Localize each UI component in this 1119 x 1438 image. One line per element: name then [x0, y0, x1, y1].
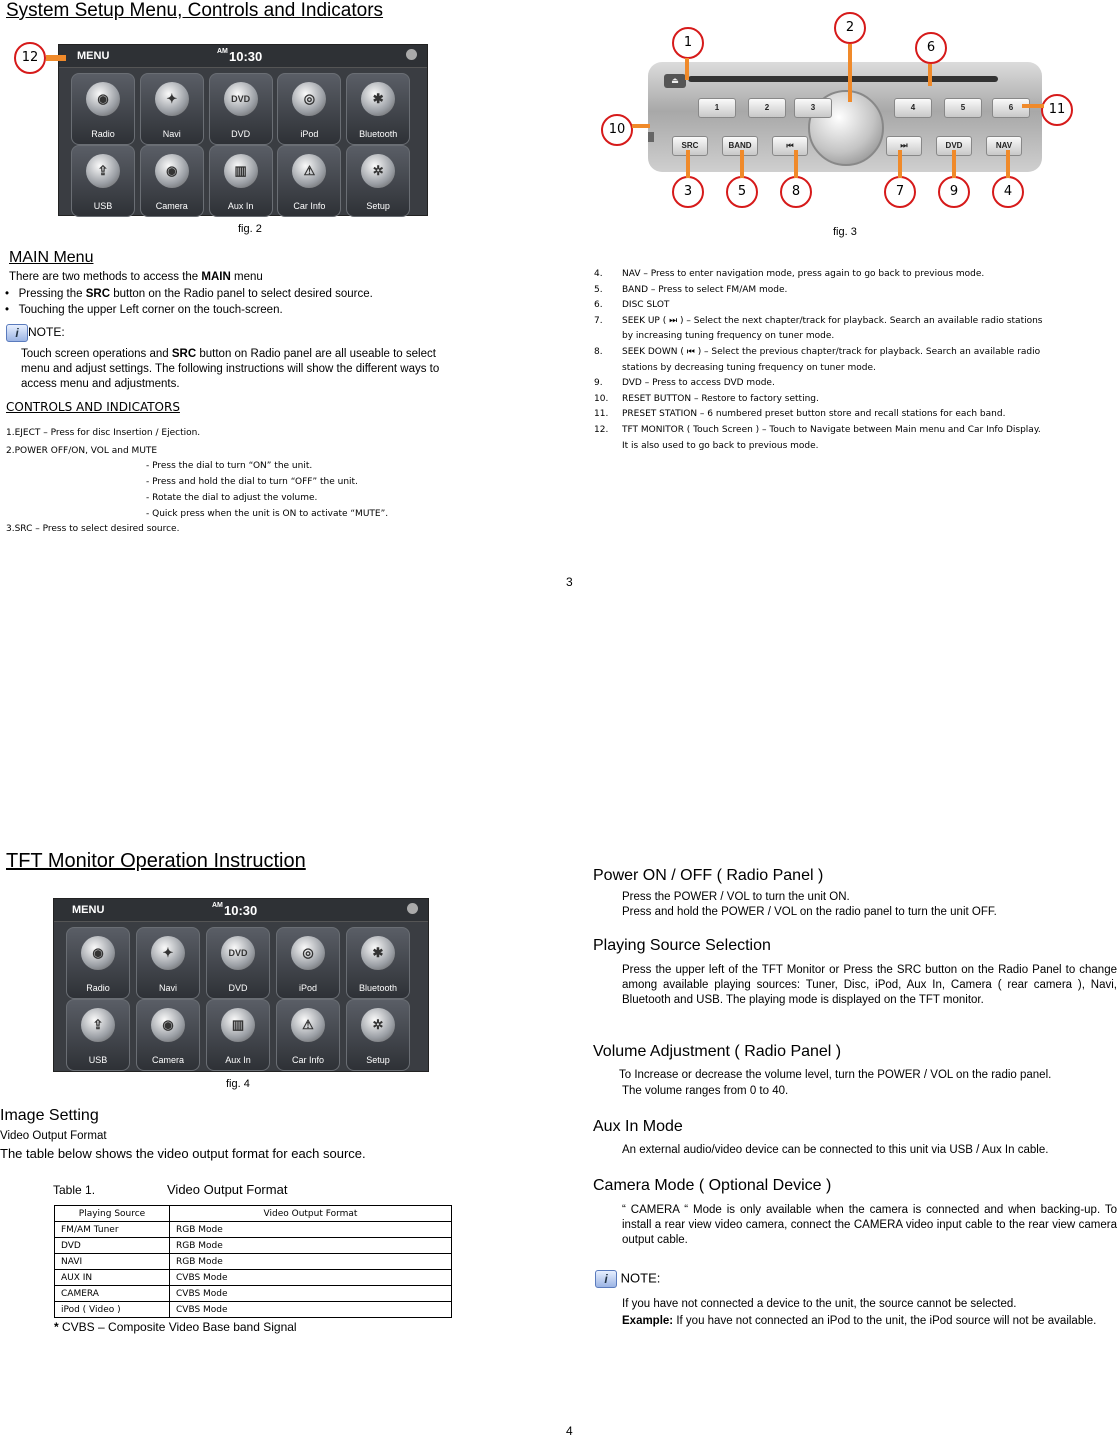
table-row	[55, 1270, 452, 1286]
car-info-icon: ⚠	[291, 1008, 325, 1042]
control-text: It is also used to go back to previous mode.	[622, 440, 819, 451]
control-text: RESET BUTTON – Restore to factory setting.	[622, 393, 819, 404]
callout-arrow-icon	[848, 44, 852, 102]
control-text: PRESET STATION – 6 numbered preset button store and recall stations for each band.	[622, 409, 1006, 420]
control-number: 11.	[594, 409, 609, 420]
settings-dot-icon-2	[407, 903, 418, 914]
navi-icon: ✦	[151, 936, 185, 970]
callout-arrow-icon	[898, 150, 902, 178]
table-row	[55, 1286, 452, 1302]
callout-2: 2	[834, 12, 866, 44]
control-3: 3.SRC – Press to select desired source.	[6, 524, 180, 534]
controls-right-list	[594, 267, 1043, 454]
menu-tile-label: Camera	[155, 201, 188, 211]
page4-note: i NOTE:	[595, 1270, 660, 1288]
nav-button[interactable]: NAV	[986, 136, 1022, 156]
control-item	[594, 298, 1043, 314]
callout-7: 7	[884, 176, 916, 208]
callout-arrow-icon	[685, 58, 689, 80]
menu-tile-setup[interactable]	[346, 999, 410, 1071]
table-cell: CVBS Mode	[170, 1270, 452, 1286]
menu-tile-navi[interactable]	[136, 927, 200, 999]
ipod-icon: ◎	[291, 936, 325, 970]
control-number: 8.	[594, 346, 603, 357]
menu-tile-label: Aux In	[227, 201, 254, 211]
table-title: Video Output Format	[167, 1182, 288, 1197]
table-cell: DVD	[55, 1238, 170, 1254]
page3-number: 3	[566, 575, 573, 589]
radio-icon: ◉	[81, 936, 115, 970]
bluetooth-icon: ✱	[361, 936, 395, 970]
menu-tile-usb[interactable]	[66, 999, 130, 1071]
note-line-2: menu and adjust settings. The following instructions will show the different ways to	[21, 363, 440, 375]
section-power-line-2: Press and hold the POWER / VOL on the radio panel to turn the unit OFF.	[622, 906, 997, 918]
table-row	[55, 1238, 452, 1254]
menu-tile-label: Navi	[158, 983, 177, 993]
callout-arrow-icon	[1022, 104, 1044, 108]
menu-tile-radio[interactable]	[66, 927, 130, 999]
menu-tile-label: DVD	[231, 129, 251, 139]
control-item	[622, 329, 1043, 345]
clock-time: 10:30	[229, 49, 263, 64]
menu-tile-label: USB	[93, 201, 113, 211]
menu-tile-ipod[interactable]	[276, 927, 340, 999]
control-text: BAND – Press to select FM/AM mode.	[622, 284, 788, 295]
menu-tile-label: iPod	[298, 983, 317, 993]
note-line-1: Touch screen operations and SRC button on Radio panel are all useable to select	[21, 348, 436, 360]
control-2: 2.POWER OFF/ON, VOL and MUTE	[6, 446, 158, 456]
arrow-12-icon	[46, 55, 66, 61]
car-info-icon: ⚠	[292, 154, 326, 188]
menu-tile-dvd[interactable]	[206, 927, 270, 999]
page4-note-line: If you have not connected a device to the unit, the source cannot be selected.	[622, 1298, 1017, 1310]
main-menu-heading: MAIN Menu	[9, 249, 94, 266]
menu-tile-aux-in[interactable]	[209, 145, 273, 217]
menu-tile-bluetooth[interactable]	[346, 73, 410, 145]
fig4-caption: fig. 4	[226, 1078, 250, 1090]
callout-3: 3	[672, 176, 704, 208]
callout-6: 6	[915, 32, 947, 64]
video-output-format-label: Video Output Format	[0, 1130, 107, 1142]
callout-4: 4	[992, 176, 1024, 208]
table-cell: AUX IN	[55, 1270, 170, 1286]
src-button[interactable]: SRC	[672, 136, 708, 156]
control-number: 9.	[594, 378, 603, 389]
control-2-b: - Press and hold the dial to turn “OFF” the unit.	[146, 477, 358, 487]
preset-button-1[interactable]: 1	[698, 98, 736, 118]
radio-icon: ◉	[86, 82, 120, 116]
menu-tile-label: Bluetooth	[359, 129, 398, 139]
callout-arrow-icon	[794, 150, 798, 178]
eject-button[interactable]: ⏏	[664, 74, 686, 88]
callout-arrow-icon	[1006, 150, 1010, 178]
control-item	[594, 314, 1043, 330]
menu-tile-navi[interactable]	[140, 73, 204, 145]
control-item	[622, 361, 1043, 377]
section-camera-text: “ CAMERA “ Mode is only available when the camera is connected and when backing-up. To install a rear view video camera, connect the CAMERA video input cable to the rear view camera output cable.	[622, 1204, 1117, 1246]
control-text: DISC SLOT	[622, 300, 670, 311]
page4-title: TFT Monitor Operation Instruction	[6, 850, 306, 872]
control-1: 1.EJECT – Press for disc Insertion / Ejection.	[6, 428, 201, 438]
section-volume-heading: Volume Adjustment ( Radio Panel )	[593, 1043, 842, 1060]
note-line-3: access menu and adjustments.	[21, 378, 180, 390]
camera-icon: ◉	[151, 1008, 185, 1042]
menu-tile-label: DVD	[228, 983, 248, 993]
menu-label: MENU	[77, 50, 110, 62]
info-icon: i	[6, 324, 28, 342]
table-number: Table 1.	[53, 1183, 96, 1197]
control-item	[594, 392, 1043, 408]
control-item	[594, 283, 1043, 299]
usb-icon: ⇪	[81, 1008, 115, 1042]
fig2-caption: fig. 2	[238, 223, 262, 235]
preset-button-3[interactable]: 3	[794, 98, 832, 118]
menu-tile-aux-in[interactable]	[206, 999, 270, 1071]
control-text: NAV – Press to enter navigation mode, press again to go back to previous mode.	[622, 269, 985, 279]
table-cell: RGB Mode	[170, 1238, 452, 1254]
table-cell: RGB Mode	[170, 1222, 452, 1238]
control-item	[594, 267, 1043, 283]
control-text: by increasing tuning frequency on tuner mode.	[622, 331, 835, 342]
preset-button-2[interactable]: 2	[748, 98, 786, 118]
preset-button-5[interactable]: 5	[944, 98, 982, 118]
page3-title: System Setup Menu, Controls and Indicators	[6, 0, 384, 21]
image-setting-heading: Image Setting	[0, 1107, 99, 1124]
table-row	[55, 1254, 452, 1270]
control-item	[594, 345, 1043, 361]
dvd-button[interactable]: DVD	[936, 136, 972, 156]
control-item	[594, 376, 1043, 392]
table-cell: FM/AM Tuner	[55, 1222, 170, 1238]
control-number: 12.	[594, 424, 609, 435]
callout-arrow-icon	[686, 150, 690, 178]
section-power-heading: Power ON / OFF ( Radio Panel )	[593, 867, 824, 884]
callout-arrow-icon	[740, 150, 744, 178]
usb-icon: ⇪	[86, 154, 120, 188]
preset-button-6[interactable]: 6	[992, 98, 1030, 118]
menu-tile-label: Setup	[366, 201, 390, 211]
menu-tile-radio[interactable]	[71, 73, 135, 145]
clock-time-2: 10:30	[224, 903, 258, 918]
main-menu-intro: There are two methods to access the MAIN menu	[9, 271, 263, 283]
menu-tile-car-info[interactable]	[277, 145, 341, 217]
aux-in-icon: ▥	[221, 1008, 255, 1042]
table-cell: CAMERA	[55, 1286, 170, 1302]
radio-panel-image	[648, 62, 1042, 172]
callout-arrow-icon	[632, 124, 650, 128]
seek-up-button[interactable]: ⏭	[886, 136, 922, 156]
section-source-text: Press the upper left of the TFT Monitor or Press the SRC button on the Radio Panel to change among available playing sources: Tuner, Disc, iPod, Aux In, Camera ( rear camera ), Navi, Bluetooth and USB. The playing mode is displayed on the TFT monitor.	[622, 964, 1117, 1006]
callout-12: 12	[14, 42, 46, 74]
menu-status-bar	[59, 45, 427, 68]
navi-icon: ✦	[155, 82, 189, 116]
am-label: AM	[217, 48, 228, 55]
menu-tile-label: USB	[88, 1055, 108, 1065]
aux-in-icon: ▥	[224, 154, 258, 188]
menu-tile-label: Camera	[151, 1055, 184, 1065]
bullet-2: • Touching the upper Left corner on the touch-screen.	[5, 304, 283, 316]
control-text: stations by decreasing tuning frequency on tuner mode.	[622, 362, 876, 373]
section-aux-heading: Aux In Mode	[593, 1118, 683, 1135]
am-label-2: AM	[212, 902, 223, 909]
section-aux-text: An external audio/video device can be connected to this unit via USB / Aux In cable.	[622, 1144, 1049, 1156]
fig4-menu-screen[interactable]	[53, 898, 429, 1072]
callout-9: 9	[938, 176, 970, 208]
table-header: Playing Source	[55, 1206, 170, 1222]
menu-tile-label: Radio	[91, 129, 115, 139]
callout-11: 11	[1041, 94, 1073, 126]
menu-tile-ipod[interactable]	[277, 73, 341, 145]
control-number: 5.	[594, 284, 603, 295]
band-button[interactable]: BAND	[722, 136, 758, 156]
table-row	[55, 1302, 452, 1318]
control-2-c: - Rotate the dial to adjust the volume.	[146, 493, 318, 503]
control-number: 10.	[594, 393, 609, 404]
menu-tile-label: Car Info	[291, 1055, 324, 1065]
fig2-menu-screen[interactable]	[58, 44, 428, 216]
page4-number: 4	[566, 1424, 573, 1438]
control-item	[594, 423, 1043, 439]
menu-tile-label: Navi	[162, 129, 181, 139]
callout-5: 5	[726, 176, 758, 208]
menu-label-2: MENU	[72, 904, 105, 916]
disc-slot	[688, 76, 998, 82]
menu-tile-setup[interactable]	[346, 145, 410, 217]
section-camera-heading: Camera Mode ( Optional Device )	[593, 1177, 832, 1194]
menu-tile-label: Setup	[366, 1055, 390, 1065]
control-number: 7.	[594, 315, 603, 326]
callout-arrow-icon	[928, 64, 932, 86]
menu-tile-camera[interactable]	[136, 999, 200, 1071]
table-cell: RGB Mode	[170, 1254, 452, 1270]
controls-heading: CONTROLS AND INDICATORS	[6, 400, 180, 414]
dvd-icon: DVD	[224, 82, 258, 116]
reset-button[interactable]	[648, 132, 654, 142]
control-2-a: - Press the dial to turn “ON” the unit.	[146, 461, 313, 471]
menu-tile-camera[interactable]	[140, 145, 204, 217]
menu-tile-label: Bluetooth	[358, 983, 398, 993]
table-intro: The table below shows the video output format for each source.	[0, 1146, 366, 1161]
setup-icon: ✲	[361, 1008, 395, 1042]
footnote: * CVBS – Composite Video Base band Signal	[54, 1320, 297, 1334]
control-text: TFT MONITOR ( Touch Screen ) – Touch to Navigate between Main menu and Car Info Display.	[622, 424, 1041, 435]
menu-tile-label: Car Info	[293, 201, 326, 211]
menu-status-bar-2	[54, 899, 428, 922]
control-number: 4.	[594, 269, 603, 279]
dvd-icon: DVD	[221, 936, 255, 970]
menu-tile-label: Radio	[86, 983, 110, 993]
table-cell: CVBS Mode	[170, 1302, 452, 1318]
note-block: i NOTE:	[6, 324, 65, 342]
menu-tile-label: Aux In	[225, 1055, 251, 1065]
callout-10: 10	[601, 114, 633, 146]
camera-icon: ◉	[155, 154, 189, 188]
seek-down-button[interactable]: ⏮	[772, 136, 808, 156]
callout-1: 1	[672, 27, 704, 59]
section-power-line-1: Press the POWER / VOL to turn the unit ON.	[622, 891, 850, 903]
menu-tile-label: iPod	[300, 129, 319, 139]
info-icon-2: i	[595, 1270, 617, 1288]
control-text: SEEK UP ( ⏭ ) – Select the next chapter/track for playback. Search an available radio stations	[622, 315, 1043, 326]
fig3-caption: fig. 3	[833, 226, 857, 238]
menu-tile-dvd[interactable]	[209, 73, 273, 145]
ipod-icon: ◎	[292, 82, 326, 116]
control-item	[594, 407, 1043, 423]
table-cell: NAVI	[55, 1254, 170, 1270]
menu-tile-bluetooth[interactable]	[346, 927, 410, 999]
page4-example: Example: If you have not connected an iPod to the unit, the iPod source will not be available.	[622, 1315, 1097, 1327]
table-header: Video Output Format	[170, 1206, 452, 1222]
bullet-1: • Pressing the SRC button on the Radio panel to select desired source.	[5, 288, 373, 300]
menu-tile-usb[interactable]	[71, 145, 135, 217]
section-volume-line-1: To Increase or decrease the volume level, turn the POWER / VOL on the radio panel.	[619, 1069, 1052, 1081]
setup-icon: ✲	[361, 154, 395, 188]
control-text: SEEK DOWN ( ⏮ ) – Select the previous chapter/track for playback. Search an available radio	[622, 346, 1041, 357]
control-text: DVD – Press to access DVD mode.	[622, 378, 775, 389]
settings-dot-icon	[406, 49, 417, 60]
menu-tile-car-info[interactable]	[276, 999, 340, 1071]
video-output-table	[54, 1205, 452, 1318]
control-item	[622, 439, 1043, 455]
control-number: 6.	[594, 300, 603, 311]
preset-button-4[interactable]: 4	[894, 98, 932, 118]
table-row	[55, 1222, 452, 1238]
control-2-d: - Quick press when the unit is ON to activate “MUTE”.	[146, 509, 389, 519]
table-cell: CVBS Mode	[170, 1286, 452, 1302]
table-cell: iPod ( Video )	[55, 1302, 170, 1318]
callout-8: 8	[780, 176, 812, 208]
section-volume-line-2: The volume ranges from 0 to 40.	[622, 1085, 789, 1097]
section-source-heading: Playing Source Selection	[593, 937, 771, 954]
callout-arrow-icon	[952, 150, 956, 178]
table-header-row	[55, 1206, 452, 1222]
bluetooth-icon: ✱	[361, 82, 395, 116]
